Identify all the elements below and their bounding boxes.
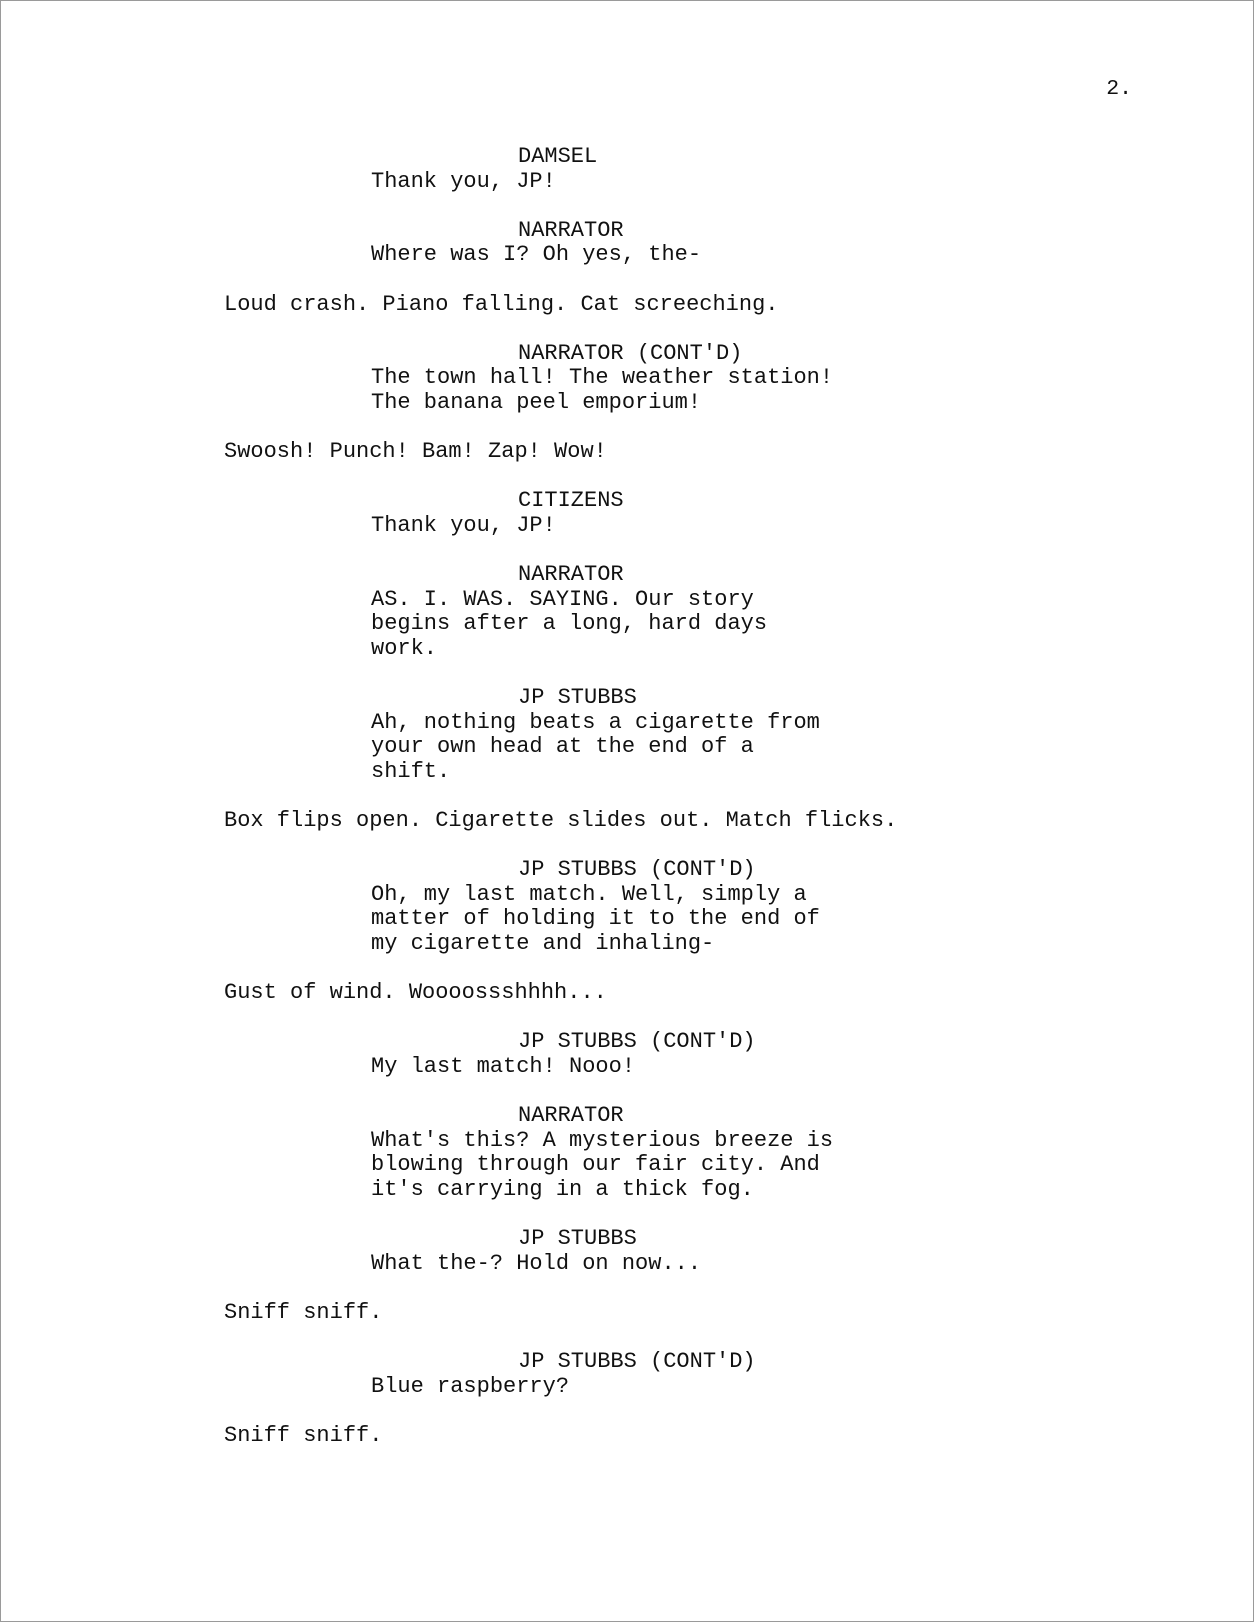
dialogue-line: Ah, nothing beats a cigarette from your own head at the end of a shift. xyxy=(371,709,820,784)
character-name: NARRATOR (CONT'D) xyxy=(518,340,743,366)
dialogue-line: AS. I. WAS. SAYING. Our story begins after a long, hard days work. xyxy=(371,586,768,661)
dialogue-line: What's this? A mysterious breeze is blowing through our fair city. And it's carrying in a thick fog. xyxy=(371,1127,834,1202)
character-name: JP STUBBS xyxy=(518,1226,637,1252)
character-name: CITIZENS xyxy=(518,488,624,514)
character-name: JP STUBBS (CONT'D) xyxy=(518,857,756,883)
dialogue-line: My last match! Nooo! xyxy=(371,1053,636,1079)
dialogue-line: Thank you, JP! xyxy=(371,168,556,194)
character-name: NARRATOR xyxy=(518,217,624,243)
character-name: JP STUBBS (CONT'D) xyxy=(518,1029,756,1055)
action-line: Swoosh! Punch! Bam! Zap! Wow! xyxy=(224,439,607,465)
page-number: 2. xyxy=(1106,77,1132,101)
action-line: Gust of wind. Woooossshhhh... xyxy=(224,980,607,1006)
script-body xyxy=(1,145,1255,1448)
character-name: JP STUBBS xyxy=(518,685,637,711)
action-line: Sniff sniff. xyxy=(224,1422,383,1448)
action-line: Sniff sniff. xyxy=(224,1299,383,1325)
dialogue-line: Where was I? Oh yes, the- xyxy=(371,242,702,268)
action-line: Box flips open. Cigarette slides out. Match flicks. xyxy=(224,808,898,834)
character-name: JP STUBBS (CONT'D) xyxy=(518,1349,756,1375)
character-name: DAMSEL xyxy=(518,144,598,169)
character-name: NARRATOR xyxy=(518,562,624,588)
action-line: Loud crash. Piano falling. Cat screeching. xyxy=(224,291,779,317)
dialogue-line: What the-? Hold on now... xyxy=(371,1250,702,1276)
dialogue-line: The town hall! The weather station! The banana peel emporium! xyxy=(371,365,834,415)
character-name: NARRATOR xyxy=(518,1103,624,1129)
dialogue-line: Thank you, JP! xyxy=(371,512,556,538)
dialogue-line: Blue raspberry? xyxy=(371,1373,570,1399)
dialogue-line: Oh, my last match. Well, simply a matter of holding it to the end of my cigarette and inhaling- xyxy=(371,881,820,956)
